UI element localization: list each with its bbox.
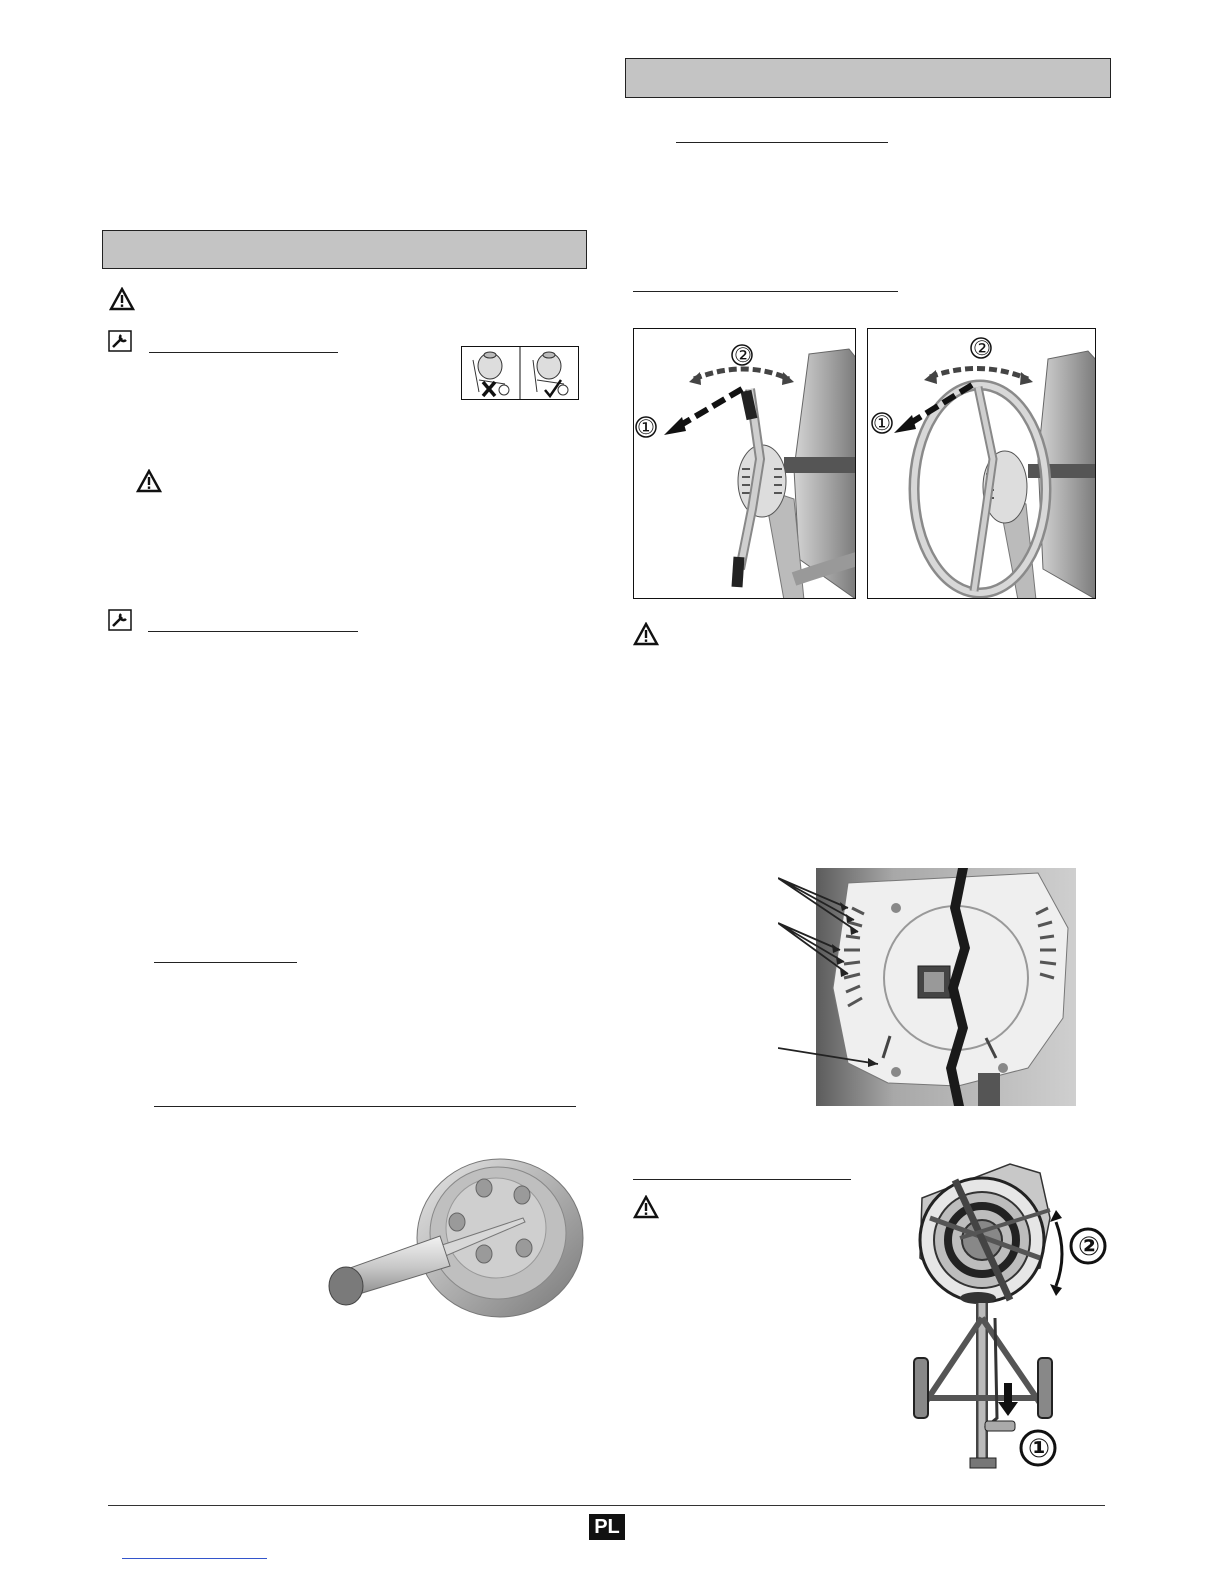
warning-triangle-icon	[109, 287, 135, 311]
language-badge: PL	[589, 1514, 625, 1540]
callout-1: ①	[1028, 1434, 1051, 1464]
mixer-transport-icon	[461, 346, 579, 400]
figure-handwheel	[867, 328, 1096, 599]
subheading-underline-4	[154, 1106, 576, 1107]
section-header-bar-right	[625, 58, 1111, 98]
subheading-underline-3	[154, 962, 297, 963]
callout-1: ①	[873, 411, 891, 435]
wrench-icon	[108, 609, 132, 631]
warning-triangle-icon	[633, 622, 659, 646]
callout-2: ②	[973, 336, 991, 360]
subheading-underline-1	[149, 352, 338, 353]
callout-2: ②	[734, 343, 752, 367]
warning-triangle-icon	[136, 469, 162, 493]
section-header-bar-left	[102, 230, 587, 269]
figure-drum-tilt	[900, 1158, 1112, 1476]
callout-1: ①	[637, 415, 655, 439]
footer-rule	[108, 1505, 1105, 1506]
warning-triangle-icon	[633, 1195, 659, 1219]
callout-2: ②	[1078, 1232, 1101, 1262]
subheading-underline-7	[633, 1179, 851, 1180]
subheading-underline-2	[148, 631, 358, 632]
bottom-link-underline[interactable]	[122, 1558, 267, 1559]
wrench-icon	[108, 330, 132, 352]
subheading-underline-5	[676, 142, 888, 143]
figure-handle-lever	[633, 328, 856, 599]
subheading-underline-6	[633, 291, 898, 292]
figure-lock-disc	[778, 868, 1076, 1106]
screwdriver-flange-illustration	[318, 1128, 586, 1323]
